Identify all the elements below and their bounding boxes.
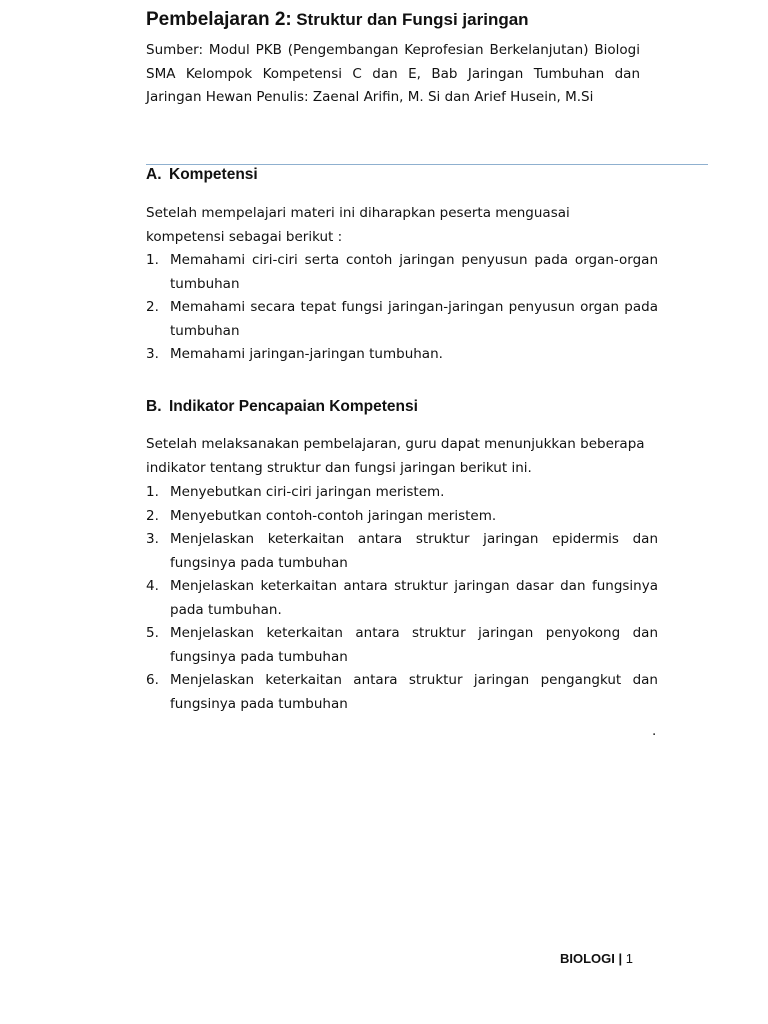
section-b-list <box>146 481 658 716</box>
section-a-intro: Setelah mempelajari materi ini diharapkan peserta menguasai kompetensi sebagai berikut : <box>146 205 570 245</box>
trailing-period: . <box>652 723 657 739</box>
list-item-text: Menjelaskan keterkaitan antara struktur jaringan dasar dan fungsinya pada tumbuhan. <box>170 578 658 618</box>
page-title <box>146 9 746 31</box>
section-a-heading <box>146 166 666 184</box>
list-item-text: Memahami secara tepat fungsi jaringan-jaringan penyusun organ pada tumbuhan <box>170 299 658 339</box>
section-b-heading <box>146 398 666 416</box>
list-item-number: 1. <box>146 484 159 500</box>
list-item <box>146 249 658 296</box>
list-item-text: Menyebutkan contoh-contoh jaringan meristem. <box>170 507 497 524</box>
list-item-number: 1. <box>146 252 159 268</box>
title-main: Struktur dan Fungsi jaringan <box>296 10 529 29</box>
list-item-number: 4. <box>146 578 159 594</box>
list-item-text: Memahami jaringan-jaringan tumbuhan. <box>170 346 443 362</box>
list-item-number: 2. <box>146 299 159 315</box>
section-b-title: Indikator Pencapaian Kompetensi <box>169 398 418 415</box>
list-item-text: Menjelaskan keterkaitan antara struktur jaringan pengangkut dan fungsinya pada tumbuhan <box>170 672 658 712</box>
list-item <box>146 481 658 505</box>
list-item-text: Menjelaskan keterkaitan antara struktur jaringan epidermis dan fungsinya pada tumbuhan <box>170 531 658 571</box>
list-item-number: 3. <box>146 531 159 547</box>
list-item <box>146 505 658 529</box>
footer-label: BIOLOGI <box>560 951 615 966</box>
list-item-text: Memahami ciri-ciri serta contoh jaringan penyusun pada organ-organ tumbuhan <box>170 252 658 292</box>
title-prefix: Pembelajaran 2: <box>146 9 292 30</box>
list-item <box>146 528 658 575</box>
list-item <box>146 622 658 669</box>
section-divider <box>146 164 708 165</box>
list-item-number: 6. <box>146 672 159 688</box>
list-item-number: 5. <box>146 625 159 641</box>
list-item <box>146 296 658 343</box>
list-item-number: 3. <box>146 346 159 362</box>
section-b-intro: Setelah melaksanakan pembelajaran, guru dapat menunjukkan beberapa indikator tentang struktur dan fungsi jaringan berikut ini. <box>146 436 645 476</box>
source-citation: Sumber: Modul PKB (Pengembangan Keprofesian Berkelanjutan) Biologi SMA Kelompok Kompetensi C dan E, Bab Jaringan Tumbuhan dan Jaringan Hewan Penulis: Zaenal Arifin, M. Si dan Arief Husein, M.Si <box>146 42 640 105</box>
list-item <box>146 575 658 622</box>
list-item-number: 2. <box>146 507 159 524</box>
footer-separator: | <box>614 951 626 966</box>
page-number: 1 <box>625 951 633 966</box>
list-item <box>146 669 658 716</box>
list-item-text: Menjelaskan keterkaitan antara struktur jaringan penyokong dan fungsinya pada tumbuhan <box>170 625 658 665</box>
list-item-text: Menyebutkan ciri-ciri jaringan meristem. <box>170 484 445 500</box>
list-item <box>146 343 658 367</box>
section-b-letter: B. <box>146 398 162 415</box>
section-a-list <box>146 249 658 367</box>
page-footer <box>560 951 633 966</box>
section-a-letter: A. <box>146 166 162 183</box>
section-a-title: Kompetensi <box>169 166 258 183</box>
